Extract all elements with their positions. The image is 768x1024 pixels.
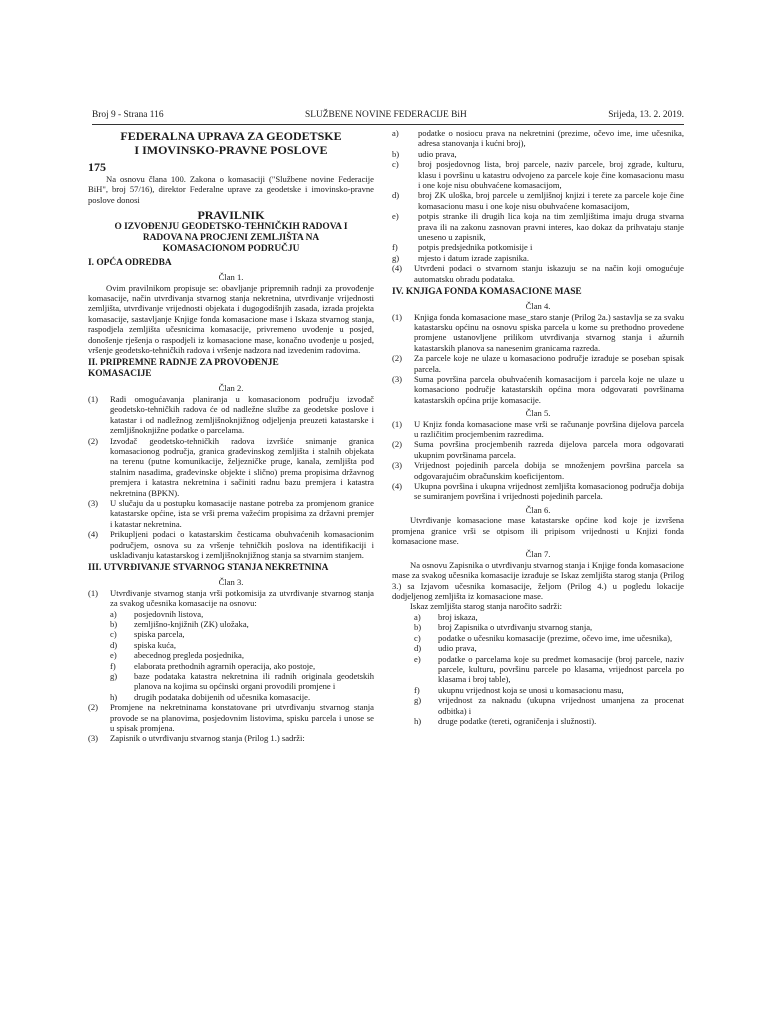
article-2-heading: Član 2. [218, 383, 244, 394]
article-5-paragraph-3: (3) Vrijednost pojedinih parcela dobija se množenjem površina parcela sa odgovarajućim obračunskim koeficijentom. [392, 460, 684, 481]
list-item: e) potpis stranke ili drugih lica koja na tim zemljištima imaju druga stvarna prava ili na zakonu zasnovan pravni interes, kao dokaz da prihvataju stanje uneseno u zapisnik, [392, 211, 684, 243]
list-item: a) posjedovnih listova, [110, 608, 204, 619]
header-date: Srijeda, 13. 2. 2019. [608, 110, 684, 120]
list-item: b) zemljišno-knjižnih (ZK) uložaka, [110, 619, 249, 629]
article-2-paragraph-2: (2) Izvođač geodetsko-tehničkih radova izvršiće snimanje granica komasacionog područja, granica građevinskog zemljišta i stalnih objekata na terenu (putne komunikacije, željezničke pruge, kanala, zemljišta pod stalnim nasadima, građevinske objekte i slično) prema propisima državnog premjera i katastra nekretnina i sačiniti radnu bazu premjera i katastra nekretnina (BPKN). [88, 435, 374, 498]
article-3-paragraph-4: (4) Utvrđeni podaci o stvarnom stanju iskazuju se na način koji omogućuje automatsku obradu podataka. [392, 263, 684, 284]
list-item: f) elaborata prethodnih agrarnih operacija, ako postoje, [110, 660, 316, 671]
section-heading-4: IV. KNJIGA FONDA KOMASACIONE MASE [392, 287, 582, 298]
list-item: g) baze podataka katastra nekretnina ili radnih originala geodetskih planova na kojima su općinski organi provodili promjene i [110, 671, 374, 692]
article-4-paragraph-3: (3) Suma površina parcela obuhvaćenih komasacijom i parcela koje ne ulaze u komasaciono područje katastarskih općina mora odgovarati površinama katastarskih općina prije komasacije. [392, 373, 684, 405]
list-item: e) podatke o parcelama koje su predmet komasacije (broj parcele, naziv parcele, kulturu, površinu parcele po klasama, vrijednost parcela po klasama i broj table), [414, 653, 684, 685]
list-item: h) druge podatke (tereti, ograničenja i služnosti). [414, 715, 597, 726]
section-heading-3: III. UTVRĐIVANJE STVARNOG STANJA NEKRETNINA [88, 563, 329, 574]
article-6-heading: Član 6. [525, 504, 551, 515]
list-item: e) abecednog pregleda posjednika, [110, 650, 245, 661]
section-heading-2-line-1: II. PRIPREMNE RADNJE ZA PROVOĐENJE [88, 358, 279, 369]
header-page-number: Broj 9 - Strana 116 [92, 110, 164, 120]
preamble: Na osnovu člana 100. Zakona o komasaciji ("Službene novine Federacije BiH", broj 57/16), direktor Federalne uprave za geodetske i imovinsko-pravne poslove donosi [88, 174, 374, 205]
article-1-heading: Član 1. [218, 272, 244, 283]
article-3-paragraph-3: (3) Zapisnik o utvrđivanju stvarnog stanja (Prilog 1.) sadrži: [88, 733, 305, 744]
page-header [92, 110, 684, 125]
act-number: 175 [88, 160, 106, 174]
article-5-paragraph-4: (4) Ukupna površina i ukupna vrijednost zemljišta komasacionog područja dobija se sumiranjem površina i vrijednosti pojedinih parcela. [392, 481, 684, 502]
article-7-list-intro: Iskaz zemljišta starog stanja naročito sadrži: [410, 601, 563, 612]
list-item: c) podatke o učesniku komasacije (prezime, očevo ime, ime učesnika), [414, 632, 673, 643]
article-7-heading: Član 7. [525, 549, 551, 560]
list-item: d) spiska kuća, [110, 639, 177, 650]
article-4-paragraph-1: (1) Knjiga fonda komasacione mase_staro stanje (Prilog 2a.) sastavlja se za svaku katastarsku općinu na osnovu spiska parcela u kome su prethodno provedene promjene ustanovljene prilikom utvrđivanja stvarnog stanja i ažurnih katastarskih planova sa nanesenim granicama razreda. [392, 311, 684, 353]
article-2-paragraph-3: (3) U slučaju da u postupku komasacije nastane potreba za promjenom granice katastarske općine, ista se vrši prema važećim propisima za državni premjer i katastar nekretnina. [88, 497, 374, 529]
section-heading-1: I. OPĆA ODREDBA [88, 258, 172, 269]
list-item: c) broj posjedovnog lista, broj parcele, naziv parcele, broj zgrade, kulturu, klasu i površinu u katastru odvojeno za parcele koje čine komasacionu masu i one koje nisu obuhvaćene komasacijom, [392, 159, 684, 191]
article-4-heading: Član 4. [525, 301, 551, 312]
left-column [88, 128, 374, 744]
list-item: d) broj ZK uloška, broj parcele u zemljišnoj knjizi i terete za parcele koje čine komasacionu masu i one koje nisu obuhvaćene komasacijom, [392, 190, 684, 211]
list-item: h) drugih podataka dobijenih od učesnika komasacije. [110, 691, 311, 702]
list-item: d) udio prava, [414, 643, 477, 654]
article-2-paragraph-1: (1) Radi omogućavanja planiranja u komasacionom području izvođač geodetsko-tehničkih radova će od nadležne službe za geodetske poslove i katastar i od nadležnog zemljišnoknjižnog odjeljenja preuzeti katastarske i zemljišnoknjižne podatke o parcelama. [88, 393, 374, 436]
issuer-line-1: FEDERALNA UPRAVA ZA GEODETSKE [120, 129, 342, 143]
issuer-line-2: I IMOVINSKO-PRAVNE POSLOVE [134, 143, 328, 157]
list-item: a) broj iskaza, [414, 611, 478, 622]
list-item: f) potpis predsjednika potkomisije i [392, 242, 533, 253]
article-7-text: Na osnovu Zapisnika o utvrđivanju stvarnog stanja i Knjige fonda komasacione mase za svakog učesnika komasacije izrađuje se Iskaz zemljišta starog stanja (Prilog 3.) sa Izjavom učesnika komasacije, željom (Prilog 4.) u pogledu lokacije dodjeljenog zemljišta iz komasacione mase. [392, 559, 684, 602]
article-2-paragraph-4: (4) Prikupljeni podaci o katastarskim česticama obuhvaćenih komasacionim područjem, osnova su za vršenje tehničkih poslova na identifikaciji i usklađivanju katastarskog i zemljišnoknjižnog stanja sa stvarnim stanjem. [88, 529, 374, 560]
list-item: b) udio prava, [392, 148, 457, 159]
document-subtitle-1: O IZVOĐENJU GEODETSKO-TEHNIČKIH RADOVA I [114, 222, 348, 233]
article-3-paragraph-1: (1) Utvrđivanje stvarnog stanja vrši potkomisija za utvrđivanje stvarnog stanja za svakog učesnika komasacije na osnovu: [88, 587, 374, 609]
list-item: g) vrijednost za naknadu (ukupna vrijednost umanjena za procenat odbitka) i [414, 695, 684, 716]
article-3-heading: Član 3. [218, 577, 244, 588]
header-publication: SLUŽBENE NOVINE FEDERACIJE BiH [305, 110, 467, 120]
list-item: g) mjesto i datum izrade zapisnika. [392, 252, 529, 263]
list-item: a) podatke o nosiocu prava na nekretnini (prezime, očevo ime, ime učesnika, adresa stanovanja i kućni broj), [392, 128, 684, 149]
list-item: f) ukupnu vrijednost koja se unosi u komasacionu masu, [414, 684, 624, 695]
right-column [392, 128, 684, 726]
document-title: PRAVILNIK [197, 208, 265, 223]
list-item: b) broj Zapisnika o utvrđivanju stvarnog stanja, [414, 622, 593, 633]
article-5-paragraph-2: (2) Suma površina procjembenih razreda dijelova parcela mora odgovarati ukupnim površinama parcela. [392, 439, 684, 460]
list-item: c) spiska parcela, [110, 629, 185, 640]
section-heading-2-line-2: KOMASACIJE [88, 369, 152, 380]
article-3-paragraph-2: (2) Promjene na nekretninama konstatovane pri utvrđivanju stvarnog stanja provode se na planovima, posjedovnim listovima, spisku parcela i unose se u spisak promjena. [88, 702, 374, 734]
article-1-text: Ovim pravilnikom propisuje se: obavljanje pripremnih radnji za provođenje komasacije, način utvrđivanja stvarnog stanja nekretnina, utvrđivanje vrijednosti zemljišta, utvrđivanje vrijednosti objekata i dugogodišnjih zasada, izrada projekta komasacije, sastavljanje Knjige fonda komasacione mase i Iskaza stvarnog stanja, raspodjela zemljišta učesnicima komasacije, privremeno uvođenje u posjed, donošenje rješenja o raspodjeli iz komasacione mase, konačno uvođenje u posjed, vršenje geodetsko-tehničkih radova i vršenje nadzora nad izvedenim radovima. [88, 282, 374, 356]
article-5-heading: Član 5. [525, 408, 551, 419]
article-6-text: Utvrđivanje komasacione mase katastarske općine kod koje je izvršena promjena granice vrši se otpisom ili pripisom vrijednosti u Knjizi fonda komasacione mase. [392, 515, 684, 547]
document-subtitle-2: RADOVA NA PROCJENI ZEMLJIŠTA NA [142, 233, 320, 244]
article-5-paragraph-1: (1) U Knjiz fonda komasacione mase vrši se računanje površina dijelova parcela u različitim procjembenim razredima. [392, 418, 684, 439]
article-4-paragraph-2: (2) Za parcele koje ne ulaze u komasaciono područje izrađuje se poseban spisak parcela. [392, 353, 684, 374]
document-subtitle-3: KOMASACIONOM PODRUČJU [162, 244, 300, 255]
